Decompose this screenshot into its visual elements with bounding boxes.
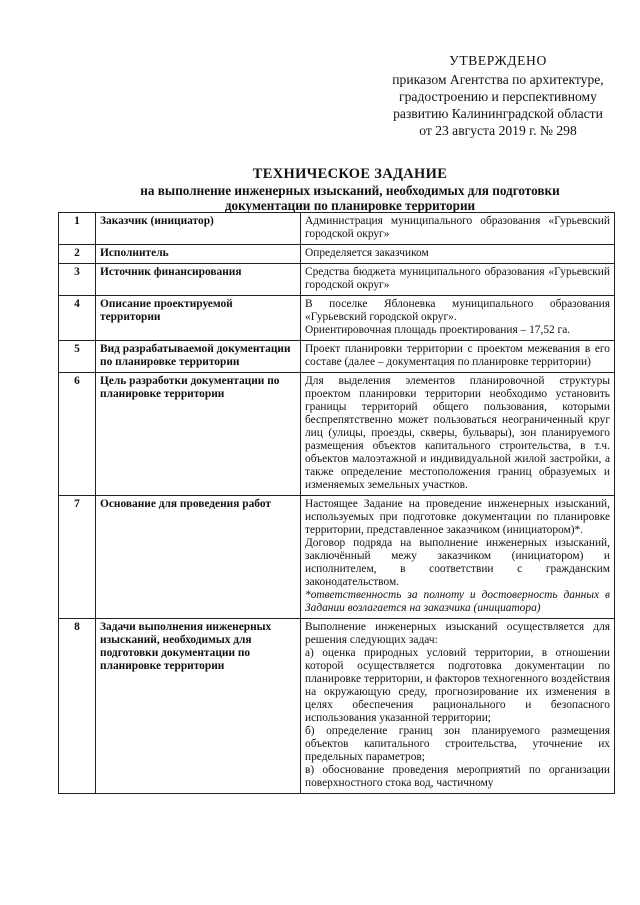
row-number: 7 (59, 496, 96, 619)
row-field: Источник финансирования (96, 264, 301, 296)
row-value (301, 296, 615, 341)
row-field: Цель разработки документации по планировке территории (96, 373, 301, 496)
value-paragraph: Проект планировки территории с проектом межевания в его составе (далее – документация по планировке территории) (305, 343, 610, 368)
value-paragraph: Настоящее Задание на проведение инженерных изысканий, используемых при подготовке документации по планировке территории, представленное заказчиком (инициатором)*. (305, 498, 610, 536)
row-number: 8 (59, 619, 96, 794)
value-paragraph: Администрация муниципального образования «Гурьевский городской округ» (305, 215, 610, 240)
value-paragraph: в) обоснование проведения мероприятий по организации поверхностного стока вод, частичному (305, 764, 610, 789)
row-number: 5 (59, 341, 96, 373)
row-field: Заказчик (инициатор) (96, 213, 301, 245)
row-value (301, 213, 615, 245)
row-number: 3 (59, 264, 96, 296)
value-paragraph: Ориентировочная площадь проектирования – 17,52 га. (305, 324, 571, 336)
row-field: Описание проектируемой территории (96, 296, 301, 341)
approval-stamp (380, 52, 616, 139)
table-row (59, 213, 615, 245)
value-paragraph: Средства бюджета муниципального образования «Гурьевский городской округ» (305, 266, 610, 291)
value-paragraph: Договор подряда на выполнение инженерных изысканий, заключённый межу заказчиком (инициатором) и исполнителем, в соответствии с гражданским законодательством. (305, 537, 610, 588)
row-number: 6 (59, 373, 96, 496)
row-number: 1 (59, 213, 96, 245)
approval-line: от 23 августа 2019 г. № 298 (419, 123, 577, 138)
row-number: 4 (59, 296, 96, 341)
table-row (59, 296, 615, 341)
row-field: Исполнитель (96, 245, 301, 264)
row-value (301, 619, 615, 794)
row-field: Основание для проведения работ (96, 496, 301, 619)
row-number: 2 (59, 245, 96, 264)
title-subtitle-line2: документации по планировке территории (224, 198, 476, 213)
responsibility-note: *ответственность за полноту и достоверность данных в Задании возлагается на заказчика (инициатора) (305, 589, 610, 614)
value-paragraph: Для выделения элементов планировочной структуры проектом планировки территории необходимо установить границы территорий общего пользования, которыми беспрепятственно может пользоваться неограниченный круг лиц (улицы, проезды, скверы, бульвары), зон планируемого размещения объектов капитального строительства, в т.ч. объектов малоэтажной и индивидуальной жилой застройки, а также определение местоположения границ образуемых и изменяемых земельных участков. (305, 375, 610, 491)
table-row (59, 341, 615, 373)
value-paragraph: б) определение границ зон планируемого размещения объектов капитального строительства, уточнение их предельных параметров; (305, 725, 610, 763)
approval-line: развитию Калининградской области (393, 106, 603, 121)
title-main: ТЕХНИЧЕСКОЕ ЗАДАНИЕ (252, 166, 448, 182)
value-paragraph: В поселке Яблоневка муниципального образования «Гурьевский городской округ». (305, 298, 610, 323)
value-paragraph: Определяется заказчиком (305, 247, 429, 259)
table-row (59, 373, 615, 496)
approval-heading: УТВЕРЖДЕНО (449, 53, 547, 68)
table-row (59, 496, 615, 619)
value-paragraph: Выполнение инженерных изысканий осуществляется для решения следующих задач: (305, 621, 610, 646)
row-value (301, 341, 615, 373)
title-subtitle-line1: на выполнение инженерных изысканий, необходимых для подготовки (140, 183, 560, 198)
table-row (59, 619, 615, 794)
row-field: Задачи выполнения инженерных изысканий, необходимых для подготовки документации по планировке территории (96, 619, 301, 794)
specification-table (58, 212, 615, 794)
row-value (301, 245, 615, 264)
approval-line: градостроению и перспективному (399, 89, 597, 104)
row-value (301, 496, 615, 619)
row-value (301, 373, 615, 496)
approval-line: приказом Агентства по архитектуре, (392, 72, 604, 87)
row-value (301, 264, 615, 296)
table-row (59, 264, 615, 296)
row-field: Вид разрабатываемой документации по планировке территории (96, 341, 301, 373)
value-paragraph: а) оценка природных условий территории, в отношении которой осуществляется подготовка документации по планировке территории, и факторов техногенного воздействия на окружающую среду, прогнозирование их изменения в целях обеспечения рационального и безопасного использования указанной территории; (305, 647, 610, 724)
document-title (60, 166, 640, 213)
table-row (59, 245, 615, 264)
